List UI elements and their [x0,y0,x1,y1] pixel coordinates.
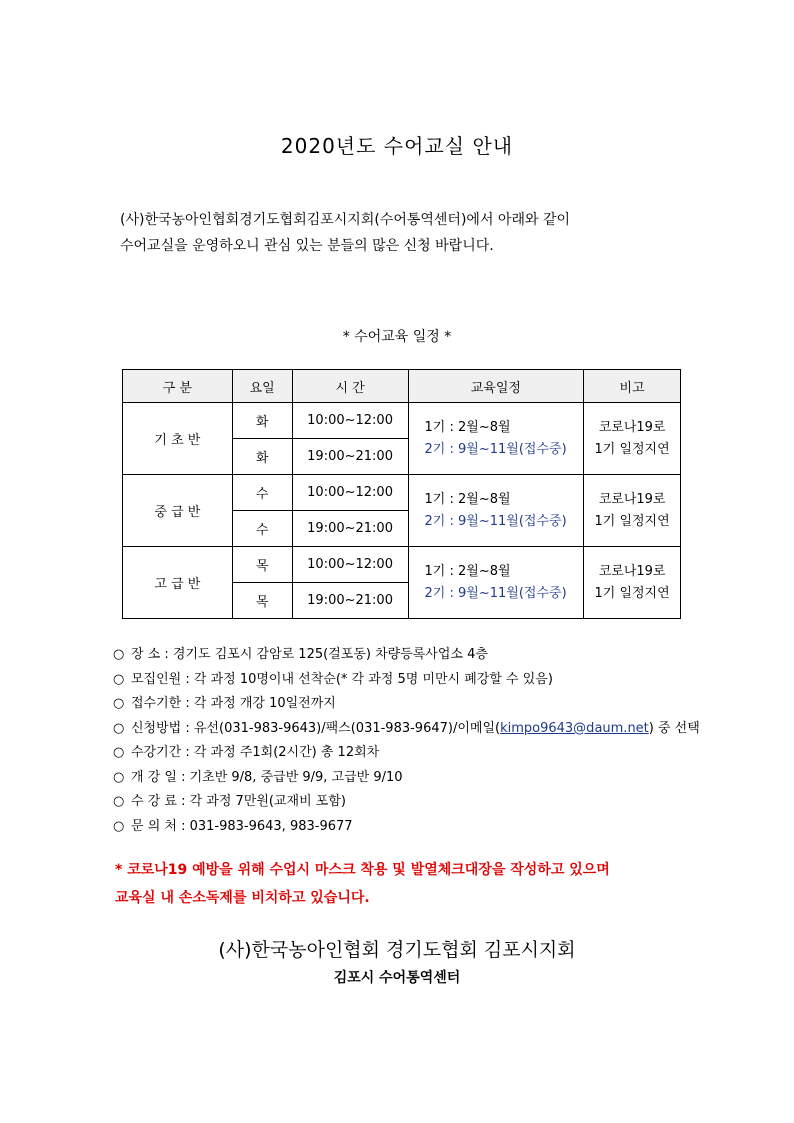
day-cell: 화 [232,403,292,439]
schedule-cell [408,547,584,619]
time-cell: 19:00~21:00 [292,439,408,475]
remark-cell [584,475,681,547]
day-cell: 수 [232,475,292,511]
remark-line: 1기 일정지연 [594,441,670,457]
remark-line: 코로나19로 [598,491,666,507]
header-time: 시 간 [292,370,408,403]
info-text: 모집인원 : 각 과정 10명이내 선착순(* 각 과정 5명 미만시 폐강할 수 있음) [131,671,553,687]
bullet-icon: ○ [113,769,125,785]
schedule-title: * 수어교육 일정 * [342,329,452,345]
remark-line: 코로나19로 [598,563,666,579]
header-day: 요일 [232,370,292,403]
table-row [123,547,681,583]
info-location [113,643,713,668]
info-deadline [113,692,713,717]
time-cell: 10:00~12:00 [292,475,408,511]
table-row [123,403,681,439]
bullet-icon: ○ [113,671,125,687]
time-cell: 10:00~12:00 [292,547,408,583]
intro-paragraph [120,207,685,259]
remark-cell [584,403,681,475]
covid-warning [115,856,685,912]
info-text: 수 강 료 : 각 과정 7만원(교재비 포함) [131,794,346,809]
remark-line: 코로나19로 [598,419,666,435]
day-cell: 수 [232,511,292,547]
warning-line: 교육실 내 손소독제를 비치하고 있습니다. [115,890,370,906]
schedule-line: 2기 : 9월~11월(접수중) [424,585,567,601]
day-cell: 화 [232,439,292,475]
bullet-icon: ○ [113,720,125,736]
class-name: 고 급 반 [123,547,233,619]
schedule-line: 2기 : 9월~11월(접수중) [424,513,567,529]
center-name: 김포시 수어통역센터 [333,970,461,986]
intro-line: (사)한국농아인협회경기도협회김포시지회(수어통역센터)에서 아래와 같이 [120,212,570,228]
class-name: 중 급 반 [123,475,233,547]
table-header-row [123,370,681,403]
info-period [113,741,713,766]
info-contact [113,815,713,840]
info-text: ) 중 선택 [648,720,700,736]
bullet-icon: ○ [113,818,125,834]
intro-line: 수어교실을 운영하오니 관심 있는 분들의 많은 신청 바랍니다. [120,238,494,254]
schedule-cell [408,475,584,547]
info-text: 문 의 처 : 031-983-9643, 983-9677 [131,818,353,834]
email-link[interactable]: kimpo9643@daum.net [500,720,649,736]
header-schedule: 교육일정 [408,370,584,403]
schedule-line: 1기 : 2월~8월 [424,563,511,579]
warning-line: * 코로나19 예방을 위해 수업시 마스크 착용 및 발열체크대장을 작성하고 있으며 [115,862,610,878]
info-start-date [113,766,713,791]
info-fee [113,790,713,815]
info-text: 장 소 : 경기도 김포시 감암로 125(걸포동) 차량등록사업소 4층 [131,647,488,662]
bullet-icon: ○ [113,696,125,711]
schedule-line: 2기 : 9월~11월(접수중) [424,441,567,457]
schedule-line: 1기 : 2월~8월 [424,419,511,435]
class-name: 기 초 반 [123,403,233,475]
bullet-icon: ○ [113,647,125,662]
info-text: 신청방법 : 유선(031-983-9643)/팩스(031-983-9647)/이메일( [131,720,501,736]
info-apply [113,717,713,742]
table-row [123,475,681,511]
remark-cell [584,547,681,619]
remark-line: 1기 일정지연 [594,513,670,529]
info-list [113,643,713,839]
time-cell: 10:00~12:00 [292,403,408,439]
time-cell: 19:00~21:00 [292,583,408,619]
info-text: 수강기간 : 각 과정 주1회(2시간) 총 12회차 [131,745,380,760]
organization-name: (사)한국농아인협회 경기도협회 김포시지회 [218,939,576,961]
schedule-line: 1기 : 2월~8월 [424,491,511,507]
remark-line: 1기 일정지연 [594,585,670,601]
header-class: 구 분 [123,370,233,403]
time-cell: 19:00~21:00 [292,511,408,547]
schedule-table [122,369,681,619]
info-text: 개 강 일 : 기초반 9/8, 중급반 9/9, 고급반 9/10 [131,769,403,785]
info-text: 접수기한 : 각 과정 개강 10일전까지 [131,696,336,711]
header-remark: 비고 [584,370,681,403]
bullet-icon: ○ [113,794,125,809]
bullet-icon: ○ [113,745,125,760]
day-cell: 목 [232,547,292,583]
page-title: 2020년도 수어교실 안내 [280,134,514,158]
schedule-cell [408,403,584,475]
info-capacity [113,668,713,693]
day-cell: 목 [232,583,292,619]
